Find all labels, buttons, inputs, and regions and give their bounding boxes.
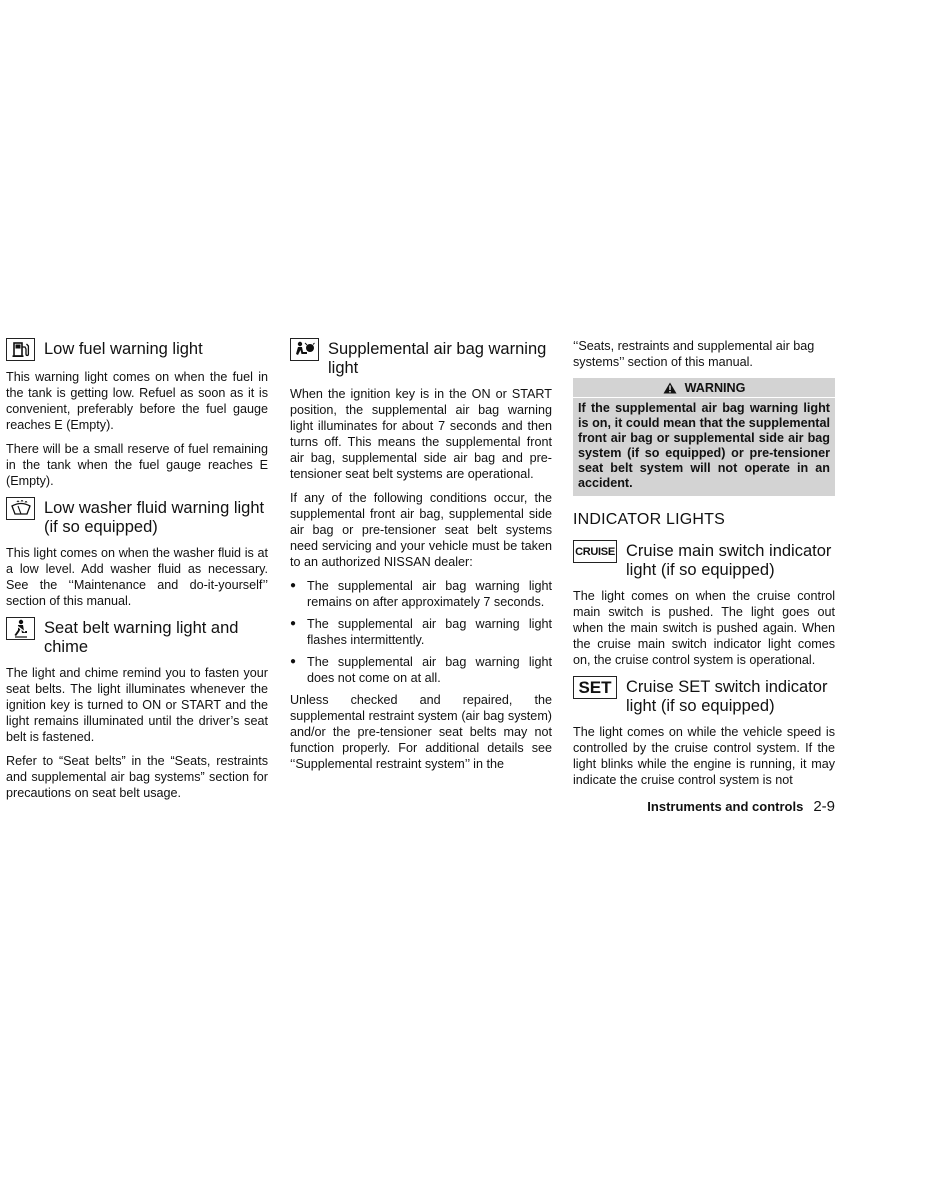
warning-triangle-icon — [663, 382, 677, 394]
continued-paragraph: ‘‘Seats, restraints and supplemental air bag systems’’ section of this manual. — [573, 339, 815, 369]
low-fuel-heading-text: Low fuel warning light — [44, 340, 203, 358]
seat-belt-paragraph-2: Refer to “Seat belts” in the “Seats, restraints and supplemental air bag systems” section for precautions on seat belt usage. — [6, 754, 268, 800]
low-fuel-paragraph-1: This warning light comes on when the fuel in the tank is getting low. Refuel as soon as it is convenient, preferably before the fuel gauge reaches E (Empty). — [6, 370, 268, 432]
cruise-set-heading-text: Cruise SET switch indicator light (if so equipped) — [626, 678, 828, 715]
cruise-set-heading — [573, 676, 835, 716]
column-2 — [290, 338, 552, 780]
washer-fluid-heading — [6, 497, 268, 537]
washer-fluid-icon — [6, 497, 35, 520]
list-item: ● The supplemental air bag warning light does not come on at all. — [290, 655, 552, 685]
seat-belt-paragraph-1: The light and chime remind you to fasten your seat belts. The light illuminates whenever the ignition key is turned to ON or START and the light remains illuminated until the driver’s seat belt is fastened. — [6, 666, 268, 744]
washer-fluid-paragraph-1: This light comes on when the washer fluid is at a low level. Add washer fluid as necessary. See the ‘‘Maintenance and do-it-yourself’’ section of this manual. — [6, 546, 268, 608]
bullet-icon: ● — [290, 618, 297, 629]
cruise-set-paragraph: The light comes on while the vehicle speed is controlled by the cruise control system. If the light blinks while the engine is running, it may indicate the cruise control system is not — [573, 725, 835, 787]
warning-title: WARNING — [684, 380, 746, 395]
indicator-lights-title: INDICATOR LIGHTS — [573, 511, 725, 528]
footer-section-title: Instruments and controls — [647, 799, 804, 814]
cruise-main-heading — [573, 540, 835, 580]
cruise-main-heading-text: Cruise main switch indicator light (if so equipped) — [626, 542, 832, 579]
warning-box — [573, 378, 835, 496]
air-bag-paragraph-1: When the ignition key is in the ON or START position, the supplemental air bag warning light illuminates for about 7 seconds and then turns off. This means the supplemental front air bag, supplemental side air bag and pre-tensioner seat belt systems are operational. — [290, 387, 552, 481]
seat-belt-icon — [6, 617, 35, 640]
column-1 — [6, 338, 268, 809]
seat-belt-heading-text: Seat belt warning light and chime — [44, 619, 239, 656]
air-bag-heading-text: Supplemental air bag warning light — [328, 340, 547, 377]
cruise-main-paragraph: The light comes on when the cruise control main switch is pushed. The light goes out when the main switch is pushed again. When the cruise main switch indicator light comes on, the cruise control system is operational. — [573, 589, 835, 667]
low-fuel-heading — [6, 338, 268, 361]
list-item: ● The supplemental air bag warning light flashes intermittently. — [290, 617, 552, 647]
column-3 — [573, 338, 835, 796]
warning-header — [573, 378, 835, 398]
air-bag-heading — [290, 338, 552, 378]
set-indicator-icon: SET — [573, 676, 617, 699]
air-bag-paragraph-3: Unless checked and repaired, the supplemental restraint system (air bag system) and/or the pre-tensioner seat belts may not function properly. For additional details see ‘‘Supplemental restraint system’’ in the — [290, 693, 552, 771]
list-item: ● The supplemental air bag warning light remains on after approximately 7 seconds. — [290, 579, 552, 609]
seat-belt-heading — [6, 617, 268, 657]
washer-fluid-heading-text: Low washer fluid warning light (if so equipped) — [44, 499, 265, 536]
air-bag-icon — [290, 338, 319, 361]
low-fuel-paragraph-2: There will be a small reserve of fuel remaining in the tank when the fuel gauge reaches E (Empty). — [6, 442, 268, 488]
warning-body: If the supplemental air bag warning light is on, it could mean that the supplemental front air bag or supplemental side air bag system (if so equipped) or pre-tensioner seat belt system will not operate in an accident. — [578, 401, 830, 490]
air-bag-paragraph-2: If any of the following conditions occur, the supplemental front air bag, supplemental side air bag or pre-tensioner seat belt systems need servicing and your vehicle must be taken to an authorized NISSAN dealer: — [290, 491, 552, 569]
bullet-icon: ● — [290, 656, 297, 667]
air-bag-conditions-list — [290, 578, 552, 686]
cruise-indicator-icon: CRUISE — [573, 540, 617, 563]
page-footer — [573, 798, 835, 815]
bullet-icon: ● — [290, 580, 297, 591]
page-number: 2-9 — [813, 798, 835, 815]
fuel-pump-icon — [6, 338, 35, 361]
